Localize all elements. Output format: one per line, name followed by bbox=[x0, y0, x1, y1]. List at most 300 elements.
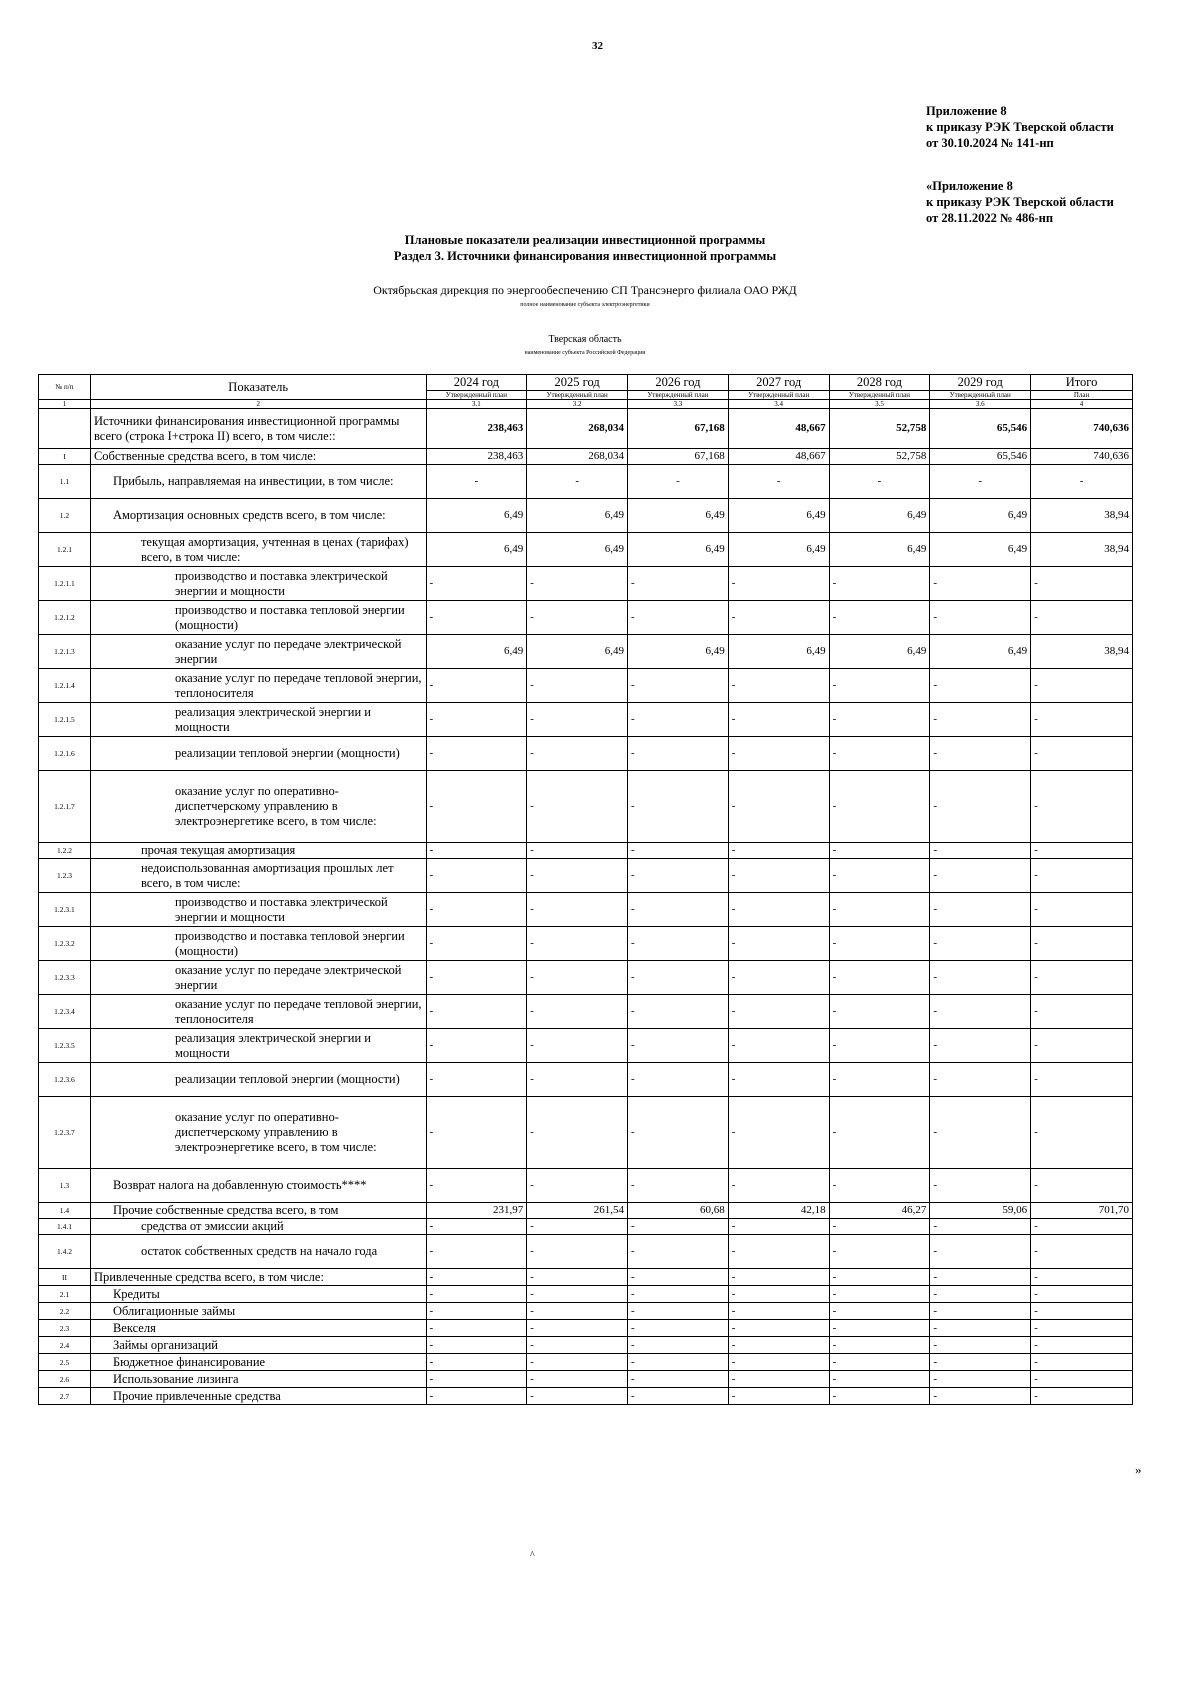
annex-previous-line2: к приказу РЭК Тверской области bbox=[926, 195, 1114, 209]
table-row bbox=[39, 1203, 1133, 1219]
row-value: 268,034 bbox=[527, 449, 628, 465]
row-value: - bbox=[628, 1320, 729, 1337]
financing-sources-table bbox=[38, 374, 1133, 1405]
row-value: - bbox=[728, 601, 829, 635]
row-value: - bbox=[930, 703, 1031, 737]
row-value: - bbox=[930, 1097, 1031, 1169]
row-value: 261,54 bbox=[527, 1203, 628, 1219]
row-value: - bbox=[426, 567, 527, 601]
row-label: Источники финансирования инвестиционной программы всего (строка I+строка II) всего, в том числе:: bbox=[90, 409, 426, 449]
col-number: 3.2 bbox=[527, 400, 628, 409]
row-value: - bbox=[829, 961, 930, 995]
row-value: 6,49 bbox=[728, 499, 829, 533]
row-number: 1.2.3.4 bbox=[39, 995, 91, 1029]
row-value: - bbox=[728, 1269, 829, 1286]
row-label: оказание услуг по передаче тепловой энергии, теплоносителя bbox=[90, 995, 426, 1029]
row-value: - bbox=[426, 859, 527, 893]
table-row bbox=[39, 567, 1133, 601]
row-label: средства от эмиссии акций bbox=[90, 1219, 426, 1235]
col-number: 3.3 bbox=[628, 400, 729, 409]
region-caption: наименование субъекта Российской Федерации bbox=[524, 350, 646, 356]
row-value: - bbox=[628, 843, 729, 859]
row-number: 1.2.1.7 bbox=[39, 771, 91, 843]
row-label: производство и поставка тепловой энергии (мощности) bbox=[90, 601, 426, 635]
row-number: 2.5 bbox=[39, 1354, 91, 1371]
row-value: - bbox=[426, 1235, 527, 1269]
row-value: - bbox=[426, 995, 527, 1029]
table-row bbox=[39, 1269, 1133, 1286]
table-row bbox=[39, 1388, 1133, 1405]
row-value: - bbox=[426, 1029, 527, 1063]
row-number: 2.2 bbox=[39, 1303, 91, 1320]
row-value: 65,546 bbox=[930, 409, 1031, 449]
row-number: 1.2.3.1 bbox=[39, 893, 91, 927]
row-number: 1.2.1.3 bbox=[39, 635, 91, 669]
table-row bbox=[39, 449, 1133, 465]
row-value: - bbox=[527, 1063, 628, 1097]
row-value: - bbox=[728, 1303, 829, 1320]
table-row bbox=[39, 737, 1133, 771]
table-row bbox=[39, 1320, 1133, 1337]
row-label: Кредиты bbox=[90, 1286, 426, 1303]
row-value: - bbox=[628, 1286, 729, 1303]
header-year: 2028 год bbox=[829, 375, 930, 391]
row-value: - bbox=[1031, 859, 1133, 893]
row-value: - bbox=[426, 771, 527, 843]
row-value: - bbox=[728, 859, 829, 893]
row-value: - bbox=[1031, 1320, 1133, 1337]
row-value: - bbox=[829, 1063, 930, 1097]
table-row bbox=[39, 859, 1133, 893]
subject-name: Октябрьская дирекция по энергообеспечению СП Трансэнерго филиала ОАО РЖД bbox=[373, 283, 797, 297]
row-label: Прочие привлеченные средства bbox=[90, 1388, 426, 1405]
row-value: - bbox=[628, 1063, 729, 1097]
row-label: текущая амортизация, учтенная в ценах (тарифах) всего, в том числе: bbox=[90, 533, 426, 567]
row-number: 1.4 bbox=[39, 1203, 91, 1219]
row-value: - bbox=[1031, 567, 1133, 601]
row-value: - bbox=[728, 703, 829, 737]
row-label: оказание услуг по передаче электрической энергии bbox=[90, 635, 426, 669]
row-value: 6,49 bbox=[930, 499, 1031, 533]
row-value: - bbox=[628, 1303, 729, 1320]
row-value: - bbox=[728, 669, 829, 703]
row-value: - bbox=[728, 771, 829, 843]
row-value: 6,49 bbox=[426, 533, 527, 567]
row-label: остаток собственных средств на начало года bbox=[90, 1235, 426, 1269]
row-value: - bbox=[426, 465, 527, 499]
row-value: - bbox=[728, 1354, 829, 1371]
row-value: - bbox=[426, 1286, 527, 1303]
col-number: 2 bbox=[90, 400, 426, 409]
row-value: 6,49 bbox=[628, 499, 729, 533]
row-value: - bbox=[930, 961, 1031, 995]
row-value: - bbox=[728, 1063, 829, 1097]
row-value: - bbox=[930, 669, 1031, 703]
subject-caption: полное наименование субъекта электроэнергетики bbox=[520, 302, 650, 308]
row-value: - bbox=[1031, 465, 1133, 499]
row-value: 6,49 bbox=[628, 533, 729, 567]
row-number: 2.3 bbox=[39, 1320, 91, 1337]
header-year: 2026 год bbox=[628, 375, 729, 391]
header-plan: Утвержденный план bbox=[426, 391, 527, 400]
row-value: 701,70 bbox=[1031, 1203, 1133, 1219]
row-value: - bbox=[829, 1097, 930, 1169]
row-value: 6,49 bbox=[527, 533, 628, 567]
row-value: - bbox=[628, 1337, 729, 1354]
closing-quote: » bbox=[1135, 1462, 1142, 1477]
row-value: - bbox=[628, 995, 729, 1029]
row-value: - bbox=[930, 1063, 1031, 1097]
row-value: - bbox=[829, 703, 930, 737]
row-value: - bbox=[1031, 961, 1133, 995]
row-value: - bbox=[1031, 1097, 1133, 1169]
table-row bbox=[39, 893, 1133, 927]
row-number: 1.4.1 bbox=[39, 1219, 91, 1235]
row-value: 268,034 bbox=[527, 409, 628, 449]
row-number: 1.2.3.5 bbox=[39, 1029, 91, 1063]
row-value: - bbox=[728, 1235, 829, 1269]
row-value: - bbox=[527, 961, 628, 995]
row-value: - bbox=[628, 893, 729, 927]
col-number: 3.6 bbox=[930, 400, 1031, 409]
row-value: - bbox=[829, 1235, 930, 1269]
row-value: 6,49 bbox=[728, 635, 829, 669]
row-number: 1.1 bbox=[39, 465, 91, 499]
row-number: I bbox=[39, 449, 91, 465]
row-value: - bbox=[1031, 1063, 1133, 1097]
row-value: - bbox=[829, 601, 930, 635]
row-value: - bbox=[930, 1354, 1031, 1371]
row-value: - bbox=[1031, 995, 1133, 1029]
row-number: 1.2.3.2 bbox=[39, 927, 91, 961]
table-row bbox=[39, 669, 1133, 703]
row-value: 52,758 bbox=[829, 409, 930, 449]
row-value: 42,18 bbox=[728, 1203, 829, 1219]
row-value: 67,168 bbox=[628, 409, 729, 449]
row-value: - bbox=[426, 1097, 527, 1169]
row-value: - bbox=[829, 1303, 930, 1320]
row-label: Прочие собственные средства всего, в том bbox=[90, 1203, 426, 1219]
row-value: - bbox=[527, 1286, 628, 1303]
row-value: - bbox=[930, 465, 1031, 499]
row-value: - bbox=[829, 1337, 930, 1354]
row-value: - bbox=[527, 893, 628, 927]
row-value: 231,97 bbox=[426, 1203, 527, 1219]
row-value: - bbox=[930, 1371, 1031, 1388]
row-value: - bbox=[930, 893, 1031, 927]
header-year: 2025 год bbox=[527, 375, 628, 391]
annex-current-line1: Приложение 8 bbox=[926, 104, 1007, 118]
row-value: 46,27 bbox=[829, 1203, 930, 1219]
row-value: - bbox=[829, 1029, 930, 1063]
header-plan: Утвержденный план bbox=[728, 391, 829, 400]
row-number: 1.2.1.4 bbox=[39, 669, 91, 703]
row-number: 1.2.1.5 bbox=[39, 703, 91, 737]
row-value: 6,49 bbox=[930, 533, 1031, 567]
row-value: - bbox=[426, 1371, 527, 1388]
row-value: - bbox=[1031, 1235, 1133, 1269]
header-plan: Утвержденный план bbox=[930, 391, 1031, 400]
row-value: - bbox=[1031, 771, 1133, 843]
row-value: - bbox=[829, 771, 930, 843]
row-value: - bbox=[728, 737, 829, 771]
table-row bbox=[39, 703, 1133, 737]
row-value: 740,636 bbox=[1031, 449, 1133, 465]
row-value: - bbox=[628, 1371, 729, 1388]
row-label: производство и поставка электрической энергии и мощности bbox=[90, 893, 426, 927]
row-number: 2.4 bbox=[39, 1337, 91, 1354]
row-value: - bbox=[930, 1169, 1031, 1203]
row-value: - bbox=[728, 927, 829, 961]
table-row bbox=[39, 995, 1133, 1029]
row-value: - bbox=[426, 1269, 527, 1286]
row-value: - bbox=[829, 1169, 930, 1203]
row-value: - bbox=[628, 567, 729, 601]
row-number bbox=[39, 409, 91, 449]
row-value: - bbox=[426, 1320, 527, 1337]
row-value: - bbox=[930, 1388, 1031, 1405]
row-value: - bbox=[527, 1219, 628, 1235]
header-year: 2027 год bbox=[728, 375, 829, 391]
row-value: - bbox=[728, 1286, 829, 1303]
row-value: 6,49 bbox=[829, 499, 930, 533]
row-value: - bbox=[527, 567, 628, 601]
row-value: - bbox=[527, 927, 628, 961]
row-label: прочая текущая амортизация bbox=[90, 843, 426, 859]
row-value: - bbox=[930, 843, 1031, 859]
row-value: 238,463 bbox=[426, 409, 527, 449]
table-row bbox=[39, 1219, 1133, 1235]
row-value: - bbox=[1031, 1303, 1133, 1320]
row-number: 1.2.1.6 bbox=[39, 737, 91, 771]
row-value: - bbox=[728, 1029, 829, 1063]
row-label: реализация электрической энергии и мощности bbox=[90, 1029, 426, 1063]
table-row bbox=[39, 927, 1133, 961]
row-value: - bbox=[527, 737, 628, 771]
row-value: - bbox=[426, 1354, 527, 1371]
row-value: - bbox=[829, 843, 930, 859]
row-label: Прибыль, направляемая на инвестиции, в том числе: bbox=[90, 465, 426, 499]
annex-previous-line3: от 28.11.2022 № 486-нп bbox=[926, 211, 1054, 225]
row-number: 1.2.3 bbox=[39, 859, 91, 893]
row-value: - bbox=[1031, 737, 1133, 771]
row-value: - bbox=[527, 1169, 628, 1203]
table-row bbox=[39, 1169, 1133, 1203]
row-value: - bbox=[1031, 1388, 1133, 1405]
row-value: - bbox=[930, 601, 1031, 635]
header-year: 2029 год bbox=[930, 375, 1031, 391]
row-label: реализации тепловой энергии (мощности) bbox=[90, 1063, 426, 1097]
row-value: - bbox=[930, 1337, 1031, 1354]
col-number: 1 bbox=[39, 400, 91, 409]
table-row bbox=[39, 635, 1133, 669]
page-number: 32 bbox=[592, 40, 603, 52]
row-label: Возврат налога на добавленную стоимость**** bbox=[90, 1169, 426, 1203]
row-value: - bbox=[1031, 843, 1133, 859]
row-value: - bbox=[930, 1303, 1031, 1320]
row-value: - bbox=[426, 961, 527, 995]
row-number: 1.2.1.2 bbox=[39, 601, 91, 635]
row-value: - bbox=[728, 995, 829, 1029]
row-value: - bbox=[829, 1388, 930, 1405]
table-row bbox=[39, 843, 1133, 859]
row-value: - bbox=[728, 961, 829, 995]
table-row bbox=[39, 771, 1133, 843]
row-value: - bbox=[628, 1269, 729, 1286]
row-value: - bbox=[930, 995, 1031, 1029]
row-value: - bbox=[829, 1219, 930, 1235]
header-total: Итого bbox=[1031, 375, 1133, 391]
row-value: - bbox=[1031, 1219, 1133, 1235]
row-value: - bbox=[728, 1320, 829, 1337]
row-value: - bbox=[527, 1371, 628, 1388]
row-value: - bbox=[628, 1354, 729, 1371]
annex-previous-line1: «Приложение 8 bbox=[926, 179, 1013, 193]
row-value: 740,636 bbox=[1031, 409, 1133, 449]
row-number: 2.1 bbox=[39, 1286, 91, 1303]
row-value: - bbox=[728, 843, 829, 859]
row-value: - bbox=[628, 1388, 729, 1405]
row-value: - bbox=[426, 843, 527, 859]
row-value: 52,758 bbox=[829, 449, 930, 465]
row-label: Векселя bbox=[90, 1320, 426, 1337]
row-value: - bbox=[930, 927, 1031, 961]
row-value: - bbox=[930, 567, 1031, 601]
row-label: Привлеченные средства всего, в том числе: bbox=[90, 1269, 426, 1286]
col-number: 4 bbox=[1031, 400, 1133, 409]
row-value: - bbox=[527, 1235, 628, 1269]
row-value: - bbox=[728, 1169, 829, 1203]
row-value: - bbox=[829, 927, 930, 961]
row-label: реализации тепловой энергии (мощности) bbox=[90, 737, 426, 771]
table-row bbox=[39, 1303, 1133, 1320]
header-indicator: Показатель bbox=[90, 375, 426, 400]
row-value: - bbox=[1031, 1337, 1133, 1354]
row-value: - bbox=[527, 843, 628, 859]
row-number: 2.7 bbox=[39, 1388, 91, 1405]
row-label: производство и поставка электрической энергии и мощности bbox=[90, 567, 426, 601]
row-number: 1.2.3.3 bbox=[39, 961, 91, 995]
row-value: - bbox=[628, 771, 729, 843]
col-number: 3.5 bbox=[829, 400, 930, 409]
row-value: - bbox=[527, 1388, 628, 1405]
row-value: - bbox=[1031, 703, 1133, 737]
row-value: - bbox=[527, 1097, 628, 1169]
row-value: - bbox=[628, 1169, 729, 1203]
row-number: 1.2.1.1 bbox=[39, 567, 91, 601]
header-plan: Утвержденный план bbox=[527, 391, 628, 400]
row-label: Облигационные займы bbox=[90, 1303, 426, 1320]
row-value: - bbox=[527, 1320, 628, 1337]
row-value: - bbox=[829, 737, 930, 771]
table-row bbox=[39, 1371, 1133, 1388]
row-value: - bbox=[527, 465, 628, 499]
row-value: 6,49 bbox=[930, 635, 1031, 669]
row-value: - bbox=[426, 1303, 527, 1320]
row-value: - bbox=[829, 1371, 930, 1388]
row-value: - bbox=[426, 1337, 527, 1354]
row-value: - bbox=[628, 703, 729, 737]
row-value: - bbox=[426, 737, 527, 771]
row-value: - bbox=[628, 601, 729, 635]
row-value: - bbox=[527, 669, 628, 703]
row-value: - bbox=[426, 927, 527, 961]
row-value: 6,49 bbox=[829, 635, 930, 669]
column-number-row bbox=[39, 400, 1133, 409]
row-value: - bbox=[930, 1029, 1031, 1063]
table-row bbox=[39, 409, 1133, 449]
row-value: - bbox=[426, 1063, 527, 1097]
row-value: - bbox=[930, 1269, 1031, 1286]
row-value: 65,546 bbox=[930, 449, 1031, 465]
row-number: 1.4.2 bbox=[39, 1235, 91, 1269]
row-value: - bbox=[426, 1219, 527, 1235]
row-value: - bbox=[628, 1029, 729, 1063]
row-number: 1.2.1 bbox=[39, 533, 91, 567]
row-label: Собственные средства всего, в том числе: bbox=[90, 449, 426, 465]
row-value: 48,667 bbox=[728, 449, 829, 465]
row-value: 38,94 bbox=[1031, 533, 1133, 567]
row-number: 1.2.2 bbox=[39, 843, 91, 859]
row-value: - bbox=[1031, 1269, 1133, 1286]
row-value: - bbox=[527, 1303, 628, 1320]
row-value: 59,06 bbox=[930, 1203, 1031, 1219]
row-value: - bbox=[829, 567, 930, 601]
title-line1: Плановые показатели реализации инвестиционной программы bbox=[404, 233, 766, 247]
row-value: - bbox=[628, 465, 729, 499]
row-value: - bbox=[930, 737, 1031, 771]
row-value: 6,49 bbox=[426, 635, 527, 669]
row-value: - bbox=[930, 1286, 1031, 1303]
header-num: № п/п bbox=[39, 375, 91, 400]
row-value: - bbox=[527, 859, 628, 893]
row-value: - bbox=[728, 1388, 829, 1405]
row-value: - bbox=[728, 1219, 829, 1235]
row-value: - bbox=[527, 1029, 628, 1063]
row-value: - bbox=[1031, 1371, 1133, 1388]
table-row bbox=[39, 1097, 1133, 1169]
row-value: - bbox=[426, 1169, 527, 1203]
row-number: 1.3 bbox=[39, 1169, 91, 1203]
row-value: - bbox=[527, 771, 628, 843]
row-value: - bbox=[527, 601, 628, 635]
row-number: 2.6 bbox=[39, 1371, 91, 1388]
row-label: недоиспользованная амортизация прошлых лет всего, в том числе: bbox=[90, 859, 426, 893]
row-value: - bbox=[930, 1320, 1031, 1337]
row-value: - bbox=[829, 1286, 930, 1303]
row-value: 6,49 bbox=[628, 635, 729, 669]
row-value: 38,94 bbox=[1031, 499, 1133, 533]
row-value: - bbox=[1031, 927, 1133, 961]
row-number: 1.2.3.7 bbox=[39, 1097, 91, 1169]
row-value: - bbox=[829, 1354, 930, 1371]
row-value: - bbox=[628, 927, 729, 961]
row-value: - bbox=[728, 893, 829, 927]
row-value: - bbox=[829, 1269, 930, 1286]
row-value: 6,49 bbox=[527, 499, 628, 533]
row-value: 6,49 bbox=[829, 533, 930, 567]
row-value: - bbox=[728, 1371, 829, 1388]
row-value: - bbox=[527, 1269, 628, 1286]
row-value: - bbox=[1031, 669, 1133, 703]
annex-current-line2: к приказу РЭК Тверской области bbox=[926, 120, 1114, 134]
row-value: - bbox=[426, 893, 527, 927]
row-value: - bbox=[1031, 1286, 1133, 1303]
row-value: - bbox=[426, 703, 527, 737]
bottom-mark: ^ bbox=[530, 1550, 535, 1561]
col-number: 3.1 bbox=[426, 400, 527, 409]
row-value: - bbox=[829, 859, 930, 893]
